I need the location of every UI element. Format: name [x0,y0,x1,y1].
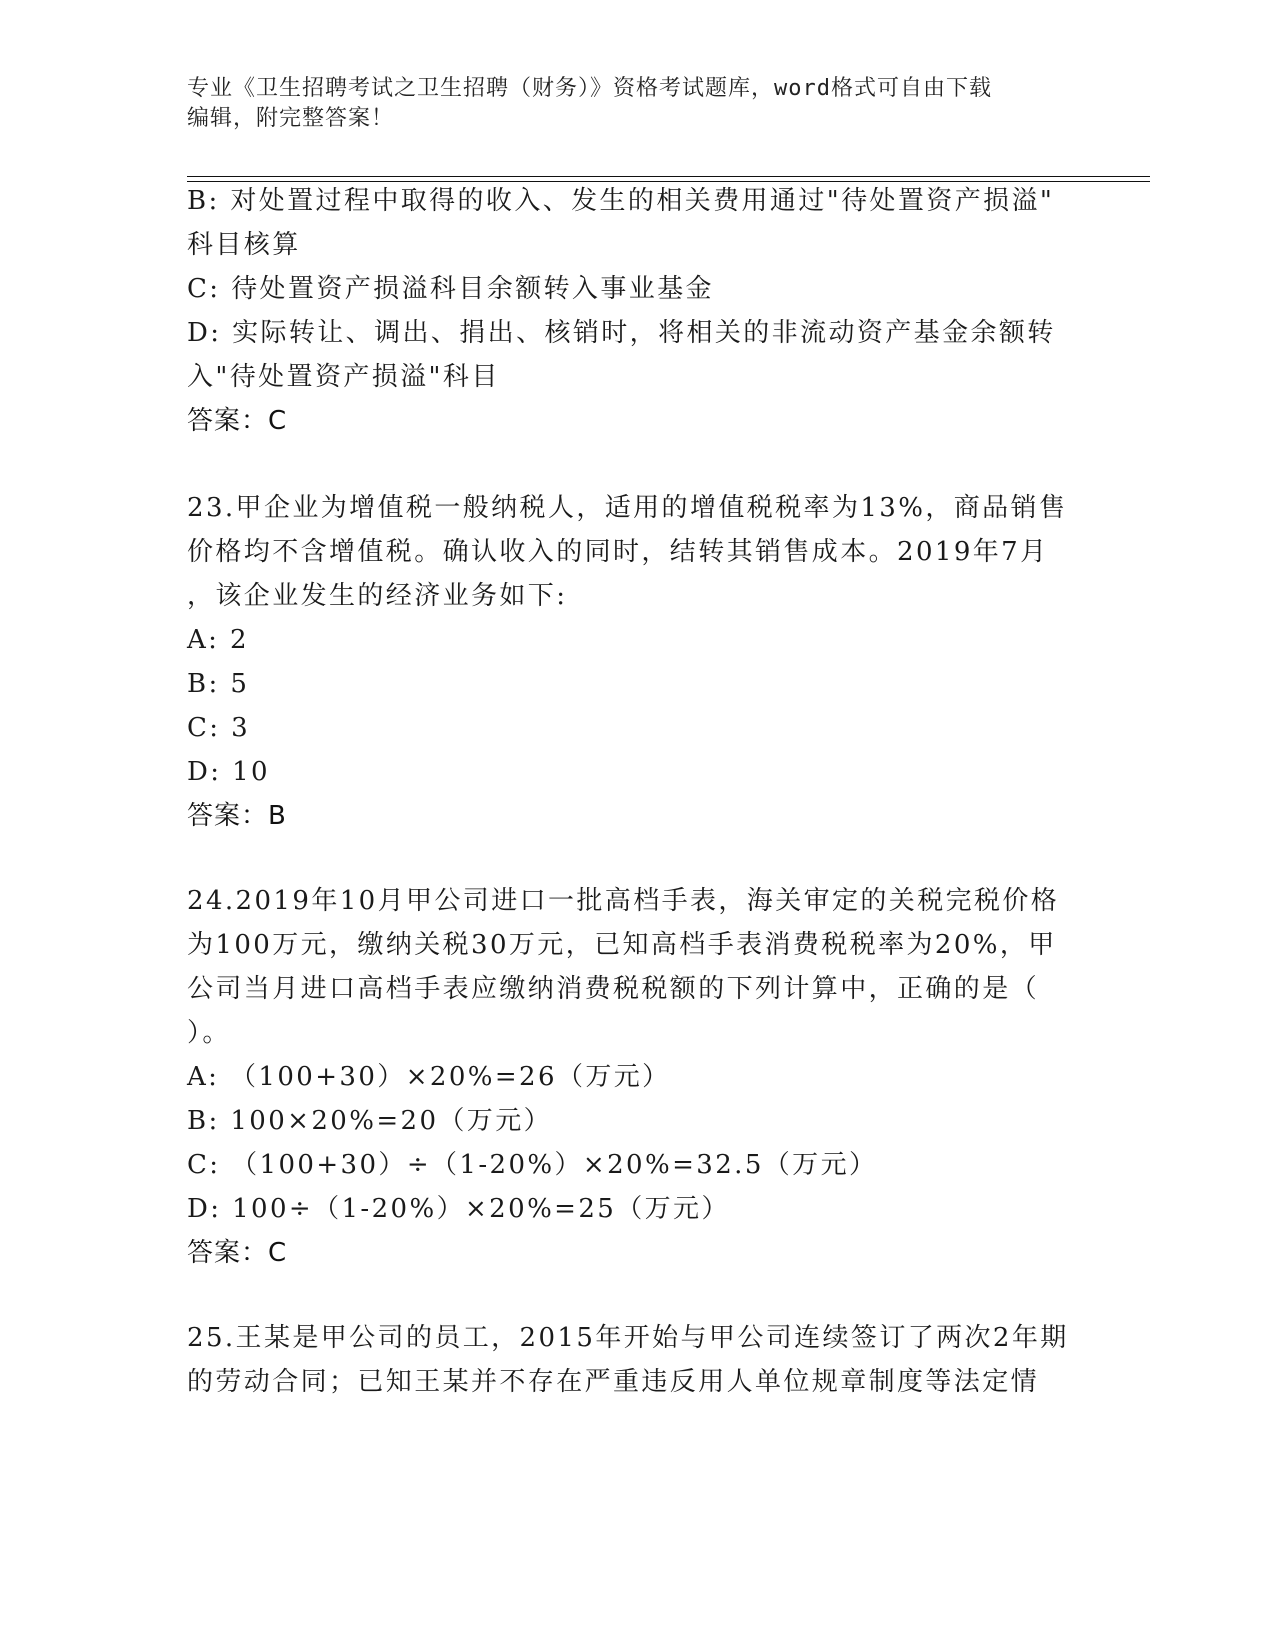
q24-answer: 答案：C [187,1238,288,1268]
header-divider-top [187,176,1150,177]
q22-answer: 答案：C [187,406,288,436]
q24-stem-line-2: 为100万元，缴纳关税30万元，已知高档手表消费税税率为20%，甲 [187,930,1057,960]
q23-option-a: A: 2 [187,625,249,655]
q22-option-d-line-1: D: 实际转让、调出、捐出、核销时，将相关的非流动资产基金余额转 [187,318,1056,348]
q22-option-d-line-2: 入"待处置资产损溢"科目 [187,362,500,392]
q23-stem-line-1: 23.甲企业为增值税一般纳税人，适用的增值税税率为13%，商品销售 [187,493,1068,523]
header-line-1: 专业《卫生招聘考试之卫生招聘（财务）》资格考试题库，word格式可自由下载 [187,76,992,101]
q25-stem-line-2: 的劳动合同；已知王某并不存在严重违反用人单位规章制度等法定情 [187,1367,1040,1397]
document-header [187,74,1067,134]
q25-stem-line-1: 25.王某是甲公司的员工，2015年开始与甲公司连续签订了两次2年期 [187,1323,1069,1353]
q23-option-b: B: 5 [187,669,250,699]
q24-option-b: B: 100×20%=20（万元） [187,1106,553,1136]
q23-stem-line-2: 价格均不含增值税。确认收入的同时，结转其销售成本。2019年7月 [187,537,1049,567]
q22-option-c: C: 待处置资产损溢科目余额转入事业基金 [187,274,714,304]
q23-stem-line-3: ，该企业发生的经济业务如下: [187,581,568,611]
q24-option-d: D: 100÷（1-20%）×20%=25（万元） [187,1194,730,1224]
q22-option-b-line-1: B: 对处置过程中取得的收入、发生的相关费用通过"待处置资产损溢" [187,186,1055,216]
q24-stem-line-1: 24.2019年10月甲公司进口一批高档手表，海关审定的关税完税价格 [187,886,1060,916]
q22-option-b-line-2: 科目核算 [187,230,301,260]
q24-stem-line-4: ）。 [187,1018,231,1048]
q23-answer: 答案：B [187,801,287,831]
q24-stem-line-3: 公司当月进口高档手表应缴纳消费税税额的下列计算中，正确的是（ [187,974,1040,1004]
q24-option-a: A: （100+30）×20%=26（万元） [187,1062,671,1092]
q23-option-c: C: 3 [187,713,251,743]
q24-option-c: C: （100+30）÷（1-20%）×20%=32.5（万元） [187,1150,878,1180]
header-line-2: 编辑，附完整答案！ [187,106,395,131]
header-divider-bottom [187,181,1150,182]
q23-option-d: D: 10 [187,757,270,787]
